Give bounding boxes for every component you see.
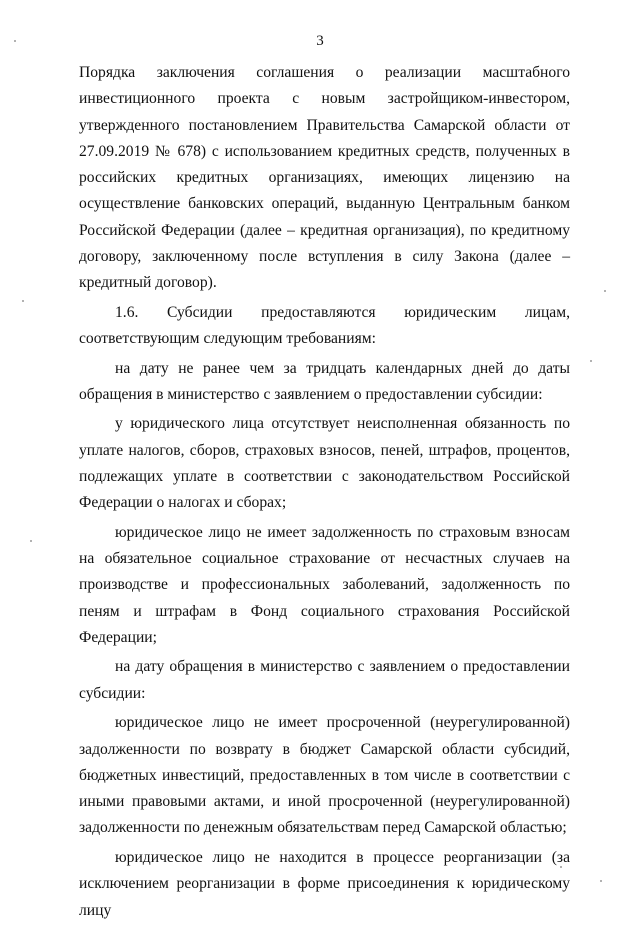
scan-speck bbox=[560, 866, 562, 868]
scan-speck bbox=[600, 880, 602, 882]
page-number: 3 bbox=[316, 33, 324, 49]
paragraph-thirty-days-condition: на дату не ранее чем за тридцать календарных дней до даты обращения в министерство с заявлением о предоставлении субсидии: bbox=[79, 359, 570, 403]
paragraph-1-6-requirements: 1.6. Субсидии предоставляются юридическим лицам, соответствующим следующим требованиям: bbox=[79, 303, 570, 348]
paragraph-procedure-continuation: Порядка заключения соглашения о реализации масштабного инвестиционного проекта с новым застройщиком-инвестором, утвержденного постановлением Правительства Самарской области от 27.09.2019 № 678) с использованием кредитных средств, полученных в российских кредитных организациях, имеющих лицензию на осуществление банковских операций, выданную Центральным банком Российской Федерации (далее – кредитная организация), по кредитному договору, заключенному после вступления в силу Закона (далее – кредитный договор). bbox=[79, 64, 570, 292]
scan-speck bbox=[604, 290, 606, 292]
scan-speck bbox=[14, 40, 16, 42]
paragraph-application-date-condition: на дату обращения в министерство с заявлением о предоставлении субсидии: bbox=[79, 658, 570, 702]
scan-speck bbox=[22, 300, 24, 302]
paragraph-no-tax-debt: у юридического лица отсутствует неисполненная обязанность по уплате налогов, сборов, страховых взносов, пеней, штрафов, процентов, подлежащих уплате в соответствии с законодательством Российской Федерации о налогах и сборах; bbox=[79, 415, 570, 512]
scan-speck bbox=[590, 360, 592, 362]
paragraph-no-insurance-debt: юридическое лицо не имеет задолженность по страховым взносам на обязательное социальное страхование от несчастных случаев на производстве и профессиональных заболеваний, задолженность по пеням и штрафам в Фонд социального страхования Российской Федерации; bbox=[79, 523, 570, 646]
document-body bbox=[79, 60, 570, 927]
paragraph-no-reorganization: юридическое лицо не находится в процессе реорганизации (за исключением реорганизации в форме присоединения к юридическому лицу bbox=[79, 848, 570, 919]
scan-speck bbox=[30, 540, 32, 542]
paragraph-no-overdue-budget-debt: юридическое лицо не имеет просроченной (неурегулированной) задолженности по возврату в бюджет Самарской области субсидий, бюджетных инвестиций, предоставленных в том числе в соответствии с иными правовыми актами, и иной просроченной (неурегулированной) задолженности по денежным обязательствам перед Самарской областью; bbox=[79, 714, 570, 837]
